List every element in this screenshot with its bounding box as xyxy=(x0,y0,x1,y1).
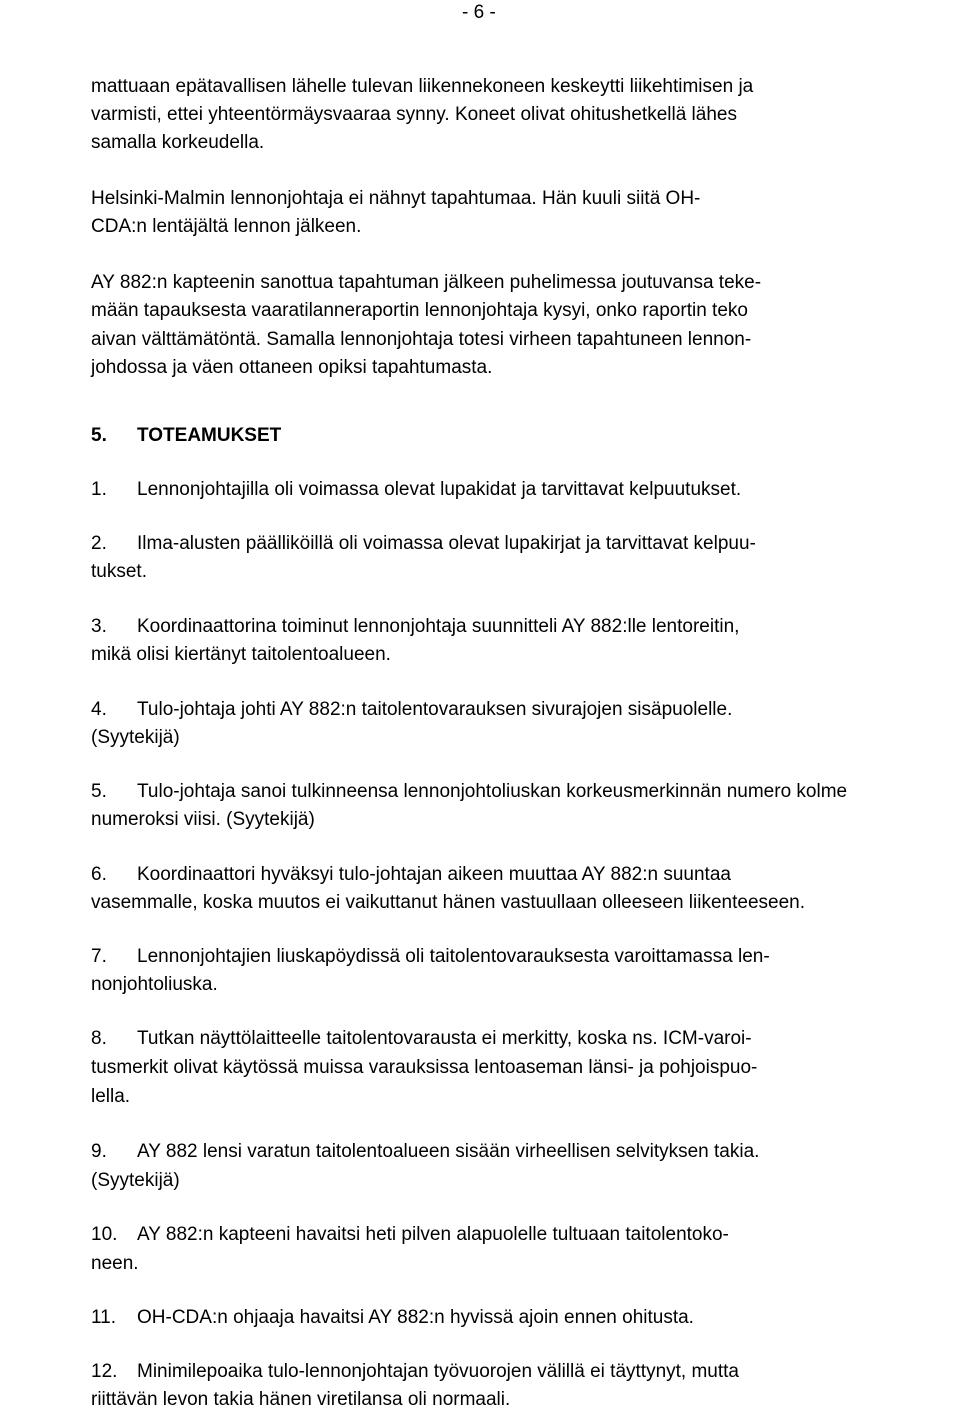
paragraph-line: CDA:n lentäjältä lennon jälkeen. xyxy=(91,216,362,237)
finding-line: Lennonjohtajilla oli voimassa olevat lupakidat ja tarvittavat kelpuutukset. xyxy=(137,479,742,500)
finding-number: 2. xyxy=(91,533,107,554)
finding-number: 5. xyxy=(91,781,107,802)
finding-line: Tulo-johtaja sanoi tulkinneensa lennonjohtoliuskan korkeusmerkinnän numero kolme xyxy=(137,781,848,802)
finding-line: Tulo-johtaja johti AY 882:n taitolentovarauksen sivurajojen sisäpuolelle. xyxy=(137,699,733,720)
finding-number: 11. xyxy=(91,1307,117,1328)
finding-line: riittävän levon takia hänen viretilansa oli normaali. xyxy=(91,1389,511,1410)
page-number: - 6 - xyxy=(462,2,496,23)
finding-line: mikä olisi kiertänyt taitolentoalueen. xyxy=(91,644,391,665)
paragraph-line: Helsinki-Malmin lennonjohtaja ei nähnyt tapahtumaa. Hän kuuli siitä OH- xyxy=(91,188,701,209)
finding-line: numeroksi viisi. (Syytekijä) xyxy=(91,809,315,830)
finding-number: 8. xyxy=(91,1028,107,1049)
finding-line: neen. xyxy=(91,1253,139,1274)
finding-number: 9. xyxy=(91,1141,107,1162)
finding-line: AY 882 lensi varatun taitolentoalueen sisään virheellisen selvityksen takia. xyxy=(137,1141,760,1162)
finding-line: Ilma-alusten päälliköillä oli voimassa olevat lupakirjat ja tarvittavat kelpuu- xyxy=(137,533,756,554)
finding-number: 4. xyxy=(91,699,107,720)
finding-number: 1. xyxy=(91,479,107,500)
finding-line: Lennonjohtajien liuskapöydissä oli taitolentovarauksesta varoittamassa len- xyxy=(137,946,770,967)
paragraph-line: AY 882:n kapteenin sanottua tapahtuman jälkeen puhelimessa joutuvansa teke- xyxy=(91,272,762,293)
finding-number: 3. xyxy=(91,616,107,637)
finding-number: 10. xyxy=(91,1224,118,1245)
finding-line: OH-CDA:n ohjaaja havaitsi AY 882:n hyvissä ajoin ennen ohitusta. xyxy=(137,1307,694,1328)
finding-line: tukset. xyxy=(91,561,147,582)
finding-line: lella. xyxy=(91,1086,131,1107)
finding-line: nonjohtoliuska. xyxy=(91,974,218,995)
finding-line: vasemmalle, koska muutos ei vaikuttanut hänen vastuullaan olleeseen liikenteeseen. xyxy=(91,892,805,913)
finding-line: Tutkan näyttölaitteelle taitolentovarausta ei merkitty, koska ns. ICM-varoi- xyxy=(137,1028,752,1049)
finding-number: 12. xyxy=(91,1361,118,1382)
finding-line: (Syytekijä) xyxy=(91,727,180,748)
finding-number: 6. xyxy=(91,864,107,885)
paragraph-line: aivan välttämätöntä. Samalla lennonjohtaja totesi virheen tapahtuneen lennon- xyxy=(91,329,752,350)
paragraph-line: mattuaan epätavallisen lähelle tulevan liikennekoneen keskeytti liikehtimisen ja xyxy=(91,76,754,97)
paragraph-line: varmisti, ettei yhteentörmäysvaaraa synny. Koneet olivat ohitushetkellä lähes xyxy=(91,104,737,125)
section-number: 5. xyxy=(91,425,107,446)
paragraph-line: johdossa ja väen ottaneen opiksi tapahtumasta. xyxy=(91,357,493,378)
finding-line: AY 882:n kapteeni havaitsi heti pilven alapuolelle tultuaan taitolentoko- xyxy=(137,1224,729,1245)
paragraph-line: samalla korkeudella. xyxy=(91,132,265,153)
paragraph-line: mään tapauksesta vaaratilanneraportin lennonjohtaja kysyi, onko raportin teko xyxy=(91,300,748,321)
finding-line: Koordinaattori hyväksyi tulo-johtajan aikeen muuttaa AY 882:n suuntaa xyxy=(137,864,731,885)
finding-number: 7. xyxy=(91,946,107,967)
section-title: TOTEAMUKSET xyxy=(137,425,282,446)
finding-line: Minimilepoaika tulo-lennonjohtajan työvuorojen välillä ei täyttynyt, mutta xyxy=(137,1361,739,1382)
finding-line: Koordinaattorina toiminut lennonjohtaja suunnitteli AY 882:lle lentoreitin, xyxy=(137,616,740,637)
finding-line: (Syytekijä) xyxy=(91,1170,180,1191)
finding-line: tusmerkit olivat käytössä muissa varauksissa lentoaseman länsi- ja pohjoispuo- xyxy=(91,1057,758,1078)
